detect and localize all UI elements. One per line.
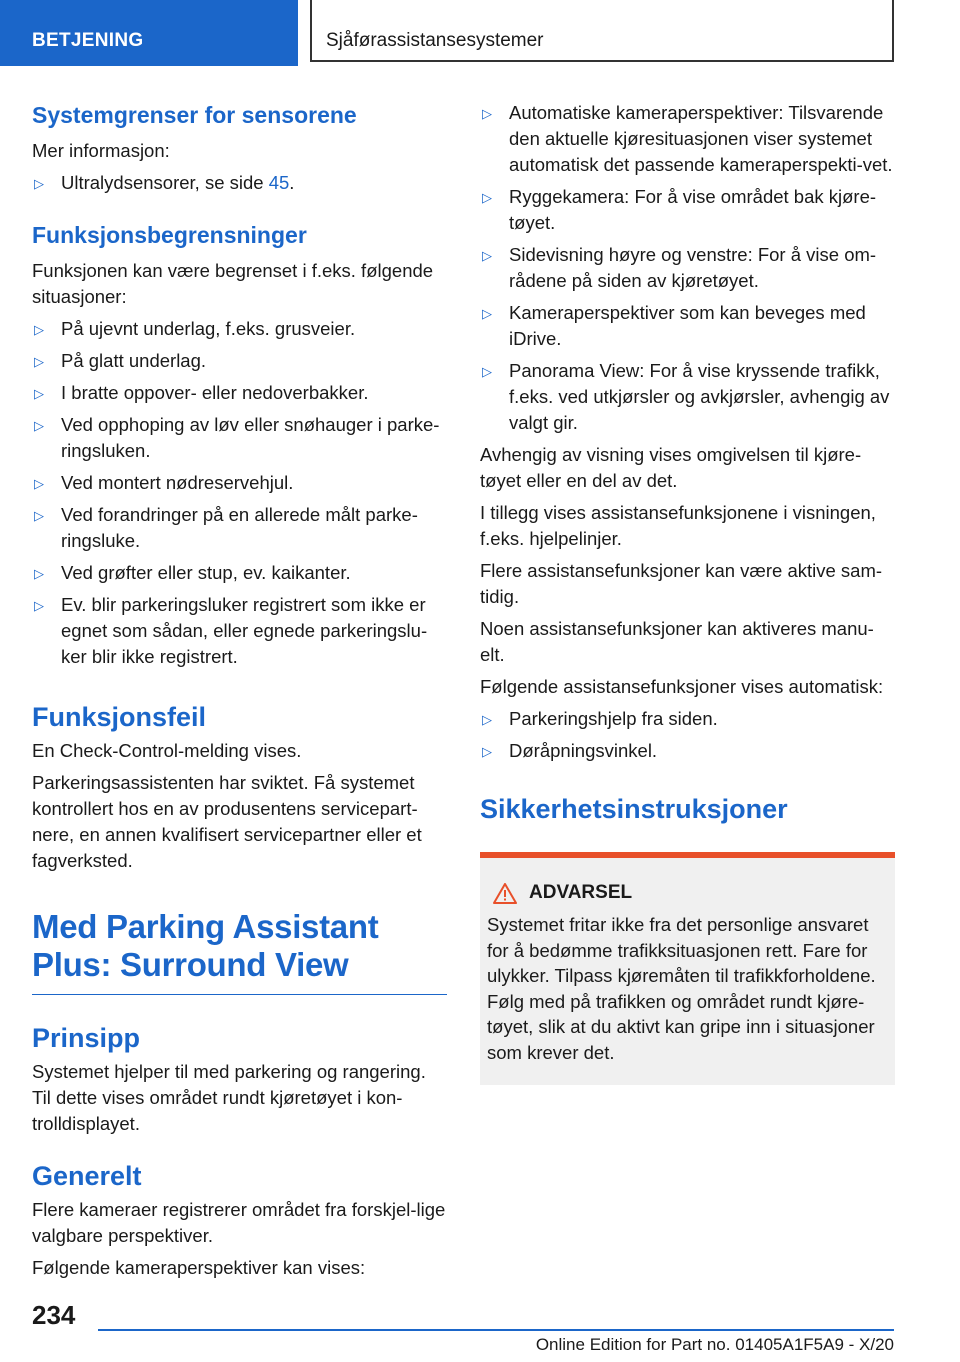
- bullet-icon: ▷: [482, 306, 492, 321]
- page-reference-link[interactable]: 45: [268, 172, 290, 193]
- bullet-icon: ▷: [34, 176, 44, 191]
- list-item: ▷ Panorama View: For å vise kryssende trafikk, f.eks. ved utkjørsler og avkjørsler, avhengig av valgt gir.: [482, 360, 890, 433]
- bullet-icon: ▷: [34, 598, 44, 613]
- sensor-limits-heading: Systemgrenser for sensorene: [32, 102, 357, 128]
- sensor-limits-list: [32, 170, 447, 196]
- view-text-3: Flere assistansefunksjoner kan være aktive sam-tidig.: [480, 560, 883, 607]
- section-tab: [0, 0, 298, 66]
- list-item: ▷ På glatt underlag.: [32, 348, 447, 374]
- auto-functions-list: [480, 706, 895, 764]
- list-item: ▷ Ved forandringer på en allerede målt parke-ringsluke.: [34, 504, 418, 551]
- section-label: BETJENING: [32, 30, 144, 51]
- list-item: ▷ Ultralydsensorer, se side 45.: [32, 170, 447, 196]
- view-text-2: I tillegg vises assistansefunksjonene i visningen, f.eks. hjelpelinjer.: [480, 502, 876, 549]
- right-column: [480, 100, 895, 1085]
- malfunction-text-2: Parkeringsassistenten har sviktet. Få systemet kontrollert hos en av produsentens servicepart-nere, en annen kvalifisert servicepartner eller et fagverksted.: [32, 772, 422, 871]
- principle-text: Systemet hjelper til med parkering og rangering. Til dette vises området rundt kjøretøyet i kon-trolldisplayet.: [32, 1061, 426, 1134]
- view-text-5: Følgende assistansefunksjoner vises automatisk:: [480, 676, 884, 697]
- bullet-icon: ▷: [482, 364, 492, 379]
- bullet-icon: ▷: [34, 386, 44, 401]
- list-item: ▷ I bratte oppover- eller nedoverbakker.: [32, 380, 447, 406]
- list-item: ▷ På ujevnt underlag, f.eks. grusveier.: [32, 316, 447, 342]
- heading-divider: [32, 994, 447, 995]
- warning-box: [480, 852, 895, 1085]
- malfunction-heading: Funksjonsfeil: [32, 702, 207, 732]
- bullet-icon: ▷: [34, 322, 44, 337]
- bullet-icon: ▷: [482, 744, 492, 759]
- general-text-2: Følgende kameraperspektiver kan vises:: [32, 1257, 366, 1278]
- list-item: ▷ Parkeringshjelp fra siden.: [480, 706, 895, 732]
- view-text-4: Noen assistansefunksjoner kan aktiveres manu-elt.: [480, 618, 874, 665]
- list-item: ▷ Ved montert nødreservehjul.: [32, 470, 447, 496]
- bullet-icon: ▷: [482, 712, 492, 727]
- edition-note: Online Edition for Part no. 01405A1F5A9 - X/20: [535, 1335, 894, 1354]
- func-limits-intro: Funksjonen kan være begrenset i f.eks. følgende situasjoner:: [32, 260, 434, 307]
- func-limits-heading: Funksjonsbegrensninger: [32, 222, 307, 248]
- footer-divider: [98, 1329, 894, 1331]
- list-item: ▷ Kameraperspektiver som kan beveges med iDrive.: [482, 302, 866, 349]
- list-item: ▷ Automatiske kameraperspektiver: Tilsvarende den aktuelle kjøresituasjonen viser systemet automatisk det passende kameraperspekti-vet.: [482, 102, 893, 175]
- main-heading-line-1: Med Parking Assistant: [32, 908, 379, 945]
- list-item: ▷ Døråpningsvinkel.: [480, 738, 895, 764]
- camera-perspectives-list: [480, 100, 895, 436]
- bullet-icon: ▷: [482, 106, 492, 121]
- bullet-icon: ▷: [482, 248, 492, 263]
- view-text-1: Avhengig av visning vises omgivelsen til kjøre-tøyet eller en del av det.: [480, 444, 862, 491]
- page-number: 234: [32, 1300, 76, 1330]
- list-item: ▷ Ved grøfter eller stup, ev. kaikanter.: [32, 560, 447, 586]
- general-heading: Generelt: [32, 1161, 142, 1191]
- list-item: ▷ Ryggekamera: For å vise området bak kjøre-tøyet.: [482, 186, 877, 233]
- general-text-1: Flere kameraer registrerer området fra forskjel-lige valgbare perspektiver.: [32, 1199, 446, 1246]
- bullet-icon: ▷: [34, 476, 44, 491]
- warning-triangle-icon: [493, 883, 517, 904]
- list-item: ▷ Ved opphoping av løv eller snøhauger i parke-ringsluken.: [34, 414, 440, 461]
- left-column: [32, 100, 447, 1281]
- warning-title: ADVARSEL: [487, 880, 887, 906]
- bullet-icon: ▷: [34, 508, 44, 523]
- list-item: ▷ Sidevisning høyre og venstre: For å vise om-rådene på siden av kjøretøyet.: [482, 244, 877, 291]
- principle-heading: Prinsipp: [32, 1023, 141, 1053]
- bullet-icon: ▷: [34, 354, 44, 369]
- warning-text: Systemet fritar ikke fra det personlige ansvaret for å bedømme trafikksituasjonen rett. Fare for ulykker. Tilpass kjøremåten til trafikkforholdene. Følg med på trafikken og området rundt kjøre-tøyet, slik at du aktivt kan gripe inn i situasjoner som krever det.: [487, 914, 876, 1063]
- bullet-icon: ▷: [34, 418, 44, 433]
- sensor-limits-intro: Mer informasjon:: [32, 140, 170, 161]
- chapter-header: [310, 0, 894, 62]
- main-heading: [32, 908, 447, 984]
- chapter-title: Sjåførassistansesystemer: [326, 30, 544, 51]
- bullet-icon: ▷: [34, 566, 44, 581]
- main-heading-line-2: Plus: Surround View: [32, 946, 349, 983]
- list-item: ▷ Ev. blir parkeringsluker registrert som ikke er egnet som sådan, eller egnede parkeringslu-ker blir ikke registrert.: [34, 594, 428, 667]
- func-limits-list: [32, 316, 447, 670]
- safety-heading: Sikkerhetsinstruksjoner: [480, 794, 788, 824]
- malfunction-text-1: En Check-Control-melding vises.: [32, 740, 302, 761]
- bullet-icon: ▷: [482, 190, 492, 205]
